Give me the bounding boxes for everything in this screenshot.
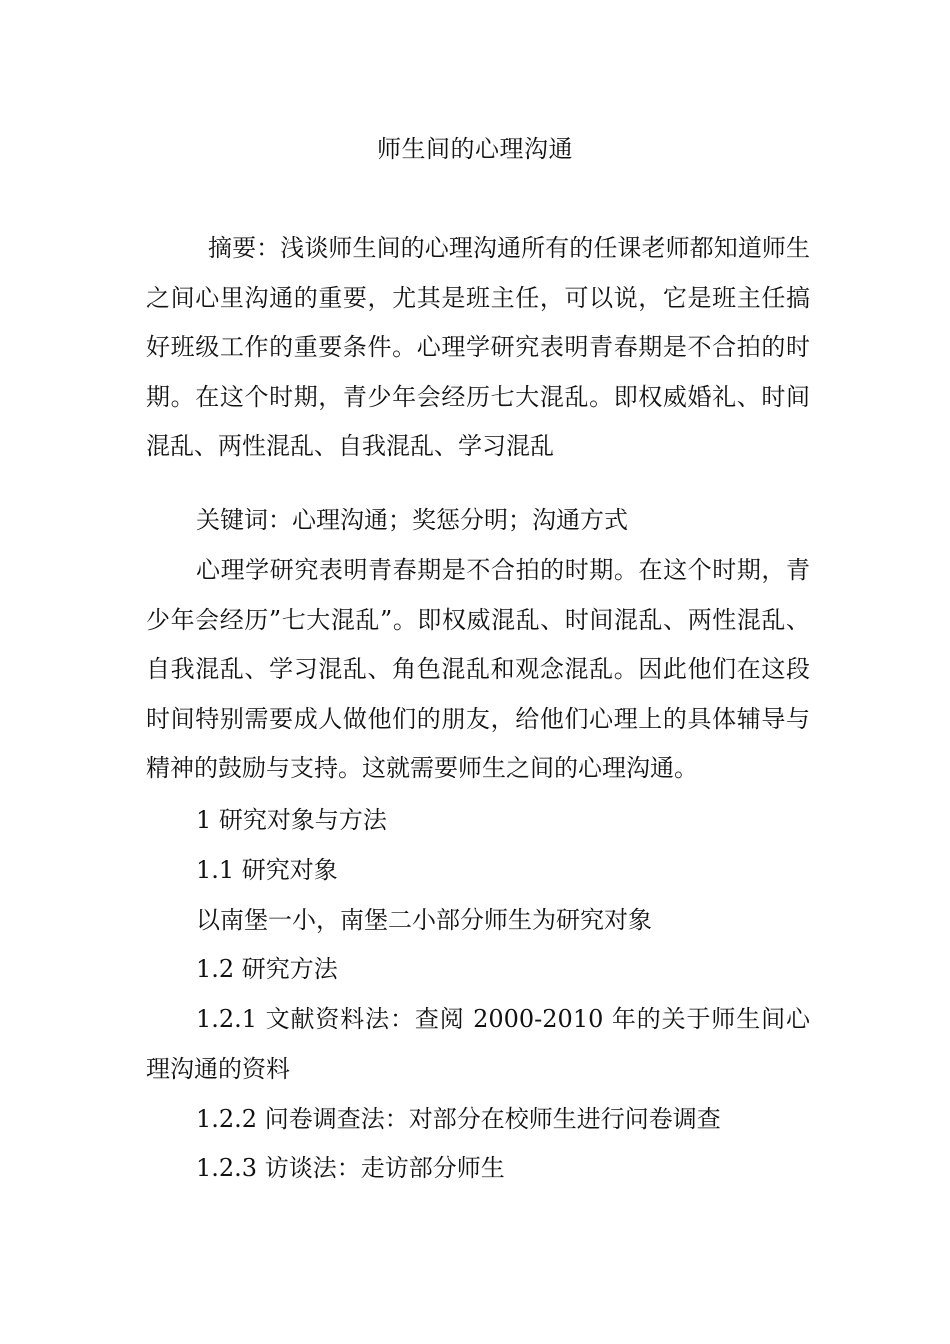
section-1-2-heading: 1.2 研究方法	[196, 955, 338, 983]
section-1-2-3-text: 1.2.3 访谈法：走访部分师生	[196, 1154, 505, 1182]
section-1-2-1-text: 1.2.1 文献资料法：查阅 2000-2010 年的关于师生间心理沟通的资料	[146, 1005, 810, 1083]
section-1-2-2-text: 1.2.2 问卷调查法：对部分在校师生进行问卷调查	[196, 1105, 721, 1133]
section-1-1-heading: 1.1 研究对象	[196, 856, 338, 884]
keywords-line: 关键词：心理沟通；奖惩分明；沟通方式	[196, 506, 628, 534]
intro-paragraph: 心理学研究表明青春期是不合拍的时期。在这个时期，青少年会经历”七大混乱”。即权威混乱、时间混乱、两性混乱、自我混乱、学习混乱、角色混乱和观念混乱。因此他们在这段时间特别需要成人做他们的朋友，给他们心理上的具体辅导与精神的鼓励与支持。这就需要师生之间的心理沟通。	[146, 556, 810, 782]
abstract-paragraph: 摘要：浅谈师生间的心理沟通所有的任课老师都知道师生之间心里沟通的重要，尤其是班主任，可以说，它是班主任搞好班级工作的重要条件。心理学研究表明青春期是不合拍的时期。在这个时期，青少年会经历七大混乱。即权威婚礼、时间混乱、两性混乱、自我混乱、学习混乱	[146, 234, 810, 460]
section-1-heading: 1 研究对象与方法	[196, 806, 387, 834]
document-title: 师生间的心理沟通	[377, 135, 573, 163]
section-1-1-text: 以南堡一小，南堡二小部分师生为研究对象	[196, 906, 652, 934]
